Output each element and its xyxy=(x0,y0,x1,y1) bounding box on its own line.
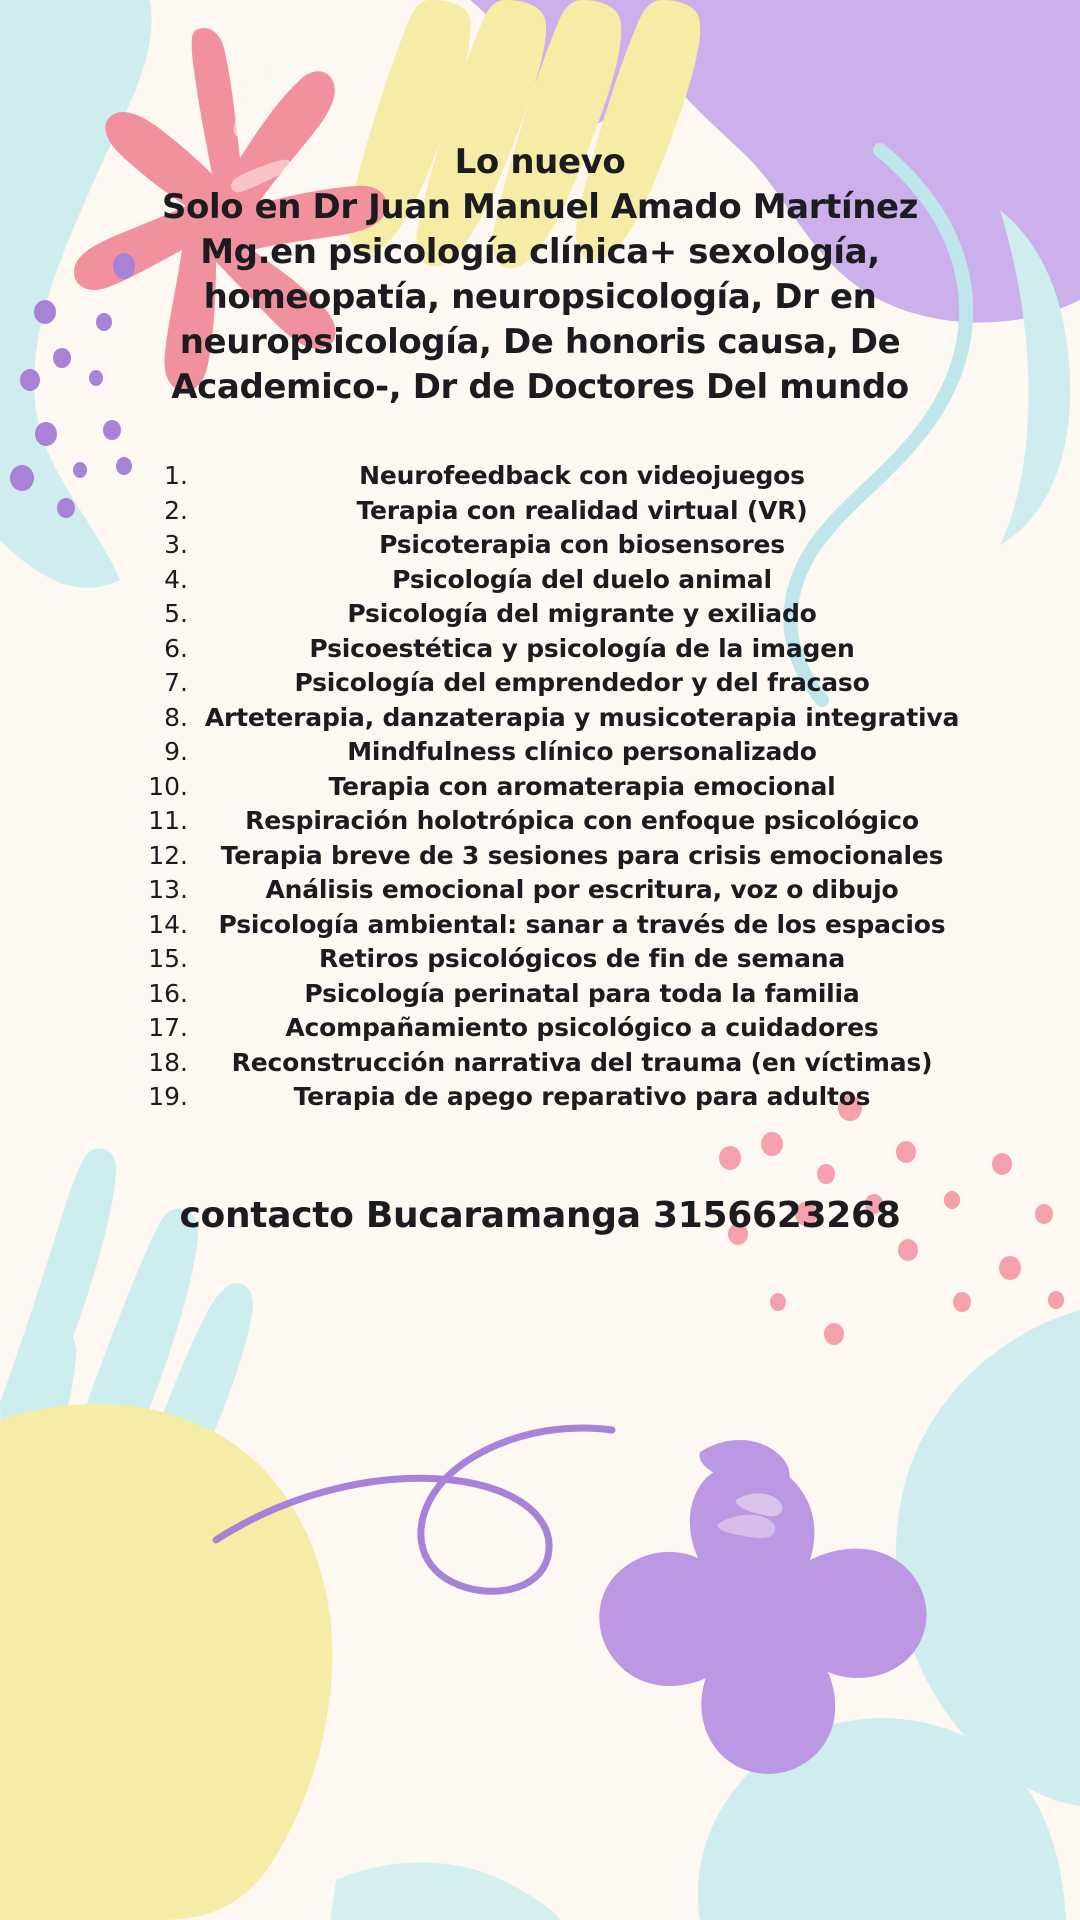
list-item xyxy=(110,460,970,492)
list-item-text: Psicología ambiental: sanar a través de los espacios xyxy=(218,909,946,939)
list-item-number: 16. xyxy=(148,978,188,1008)
list-item-text: Mindfulness clínico personalizado xyxy=(347,737,817,766)
list-item-number: 3. xyxy=(164,530,188,559)
service-list xyxy=(110,460,970,1116)
list-item-text: Psicoterapia con biosensores xyxy=(379,530,785,559)
heading-line-5: neuropsicología, De honoris causa, De xyxy=(179,322,901,362)
list-item-number: 14. xyxy=(148,909,188,939)
list-item-text: Neurofeedback con videojuegos xyxy=(359,461,805,490)
list-item xyxy=(110,736,970,768)
list-item-number: 15. xyxy=(148,944,188,973)
list-item-number: 6. xyxy=(164,633,188,663)
list-item-text: Psicología del emprendedor y del fracaso xyxy=(294,668,870,697)
list-item xyxy=(110,943,970,975)
list-item-number: 11. xyxy=(148,806,188,835)
list-item-text: Terapia con aromaterapia emocional xyxy=(328,771,836,801)
heading-line-6: Academico-, Dr de Doctores Del mundo xyxy=(171,367,909,407)
list-item xyxy=(110,805,970,837)
list-item xyxy=(110,564,970,596)
contact-line: contacto Bucaramanga 3156623268 xyxy=(179,1195,901,1236)
list-item-text: Psicoestética y psicología de la imagen xyxy=(309,633,855,663)
list-item-number: 12. xyxy=(148,840,188,870)
heading-line-4: homeopatía, neuropsicología, Dr en xyxy=(203,277,877,317)
list-item xyxy=(110,1012,970,1044)
list-item xyxy=(110,702,970,734)
list-item-number: 17. xyxy=(148,1013,188,1042)
list-item-text: Terapia breve de 3 sesiones para crisis emocionales xyxy=(220,840,944,870)
list-item xyxy=(110,771,970,803)
list-item-text: Retiros psicológicos de fin de semana xyxy=(318,944,846,973)
list-item-number: 5. xyxy=(164,599,188,628)
list-item-number: 10. xyxy=(148,771,188,801)
list-item-text: Terapia de apego reparativo para adultos xyxy=(293,1082,871,1111)
list-item-number: 19. xyxy=(148,1082,188,1111)
list-item-number: 18. xyxy=(148,1047,188,1077)
list-item-text: Psicología del migrante y exiliado xyxy=(347,599,817,628)
list-item xyxy=(110,598,970,630)
list-item-text: Análisis emocional por escritura, voz o dibujo xyxy=(265,875,899,904)
list-item xyxy=(110,1047,970,1079)
list-item-number: 4. xyxy=(164,564,188,594)
list-item xyxy=(110,667,970,699)
list-item-text: Reconstrucción narrativa del trauma (en víctimas) xyxy=(231,1047,933,1077)
list-item-number: 1. xyxy=(164,461,188,490)
list-item-number: 8. xyxy=(164,702,188,732)
list-item xyxy=(110,529,970,561)
heading-line-2: Solo en Dr Juan Manuel Amado Martínez xyxy=(161,187,919,227)
list-item-text: Psicología del duelo animal xyxy=(392,564,772,594)
list-item-number: 7. xyxy=(164,668,188,697)
list-item xyxy=(110,874,970,906)
list-item-text: Arteterapia, danzaterapia y musicoterapia integrativa xyxy=(204,702,960,732)
list-item-text: Terapia con realidad virtual (VR) xyxy=(356,495,808,525)
list-item-text: Acompañamiento psicológico a cuidadores xyxy=(285,1013,879,1042)
list-item xyxy=(110,978,970,1010)
list-item xyxy=(110,1081,970,1113)
list-item xyxy=(110,495,970,527)
list-item-text: Psicología perinatal para toda la familia xyxy=(304,978,860,1008)
list-item xyxy=(110,840,970,872)
poster-heading xyxy=(90,140,990,410)
list-item xyxy=(110,633,970,665)
list-item-number: 2. xyxy=(164,495,188,525)
list-item-number: 9. xyxy=(164,737,188,766)
list-item-number: 13. xyxy=(148,875,188,904)
list-item-text: Respiración holotrópica con enfoque psicológico xyxy=(245,806,919,835)
heading-line-3: Mg.en psicología clínica+ sexología, xyxy=(200,232,880,272)
list-item xyxy=(110,909,970,941)
heading-line-1: Lo nuevo xyxy=(454,142,626,182)
